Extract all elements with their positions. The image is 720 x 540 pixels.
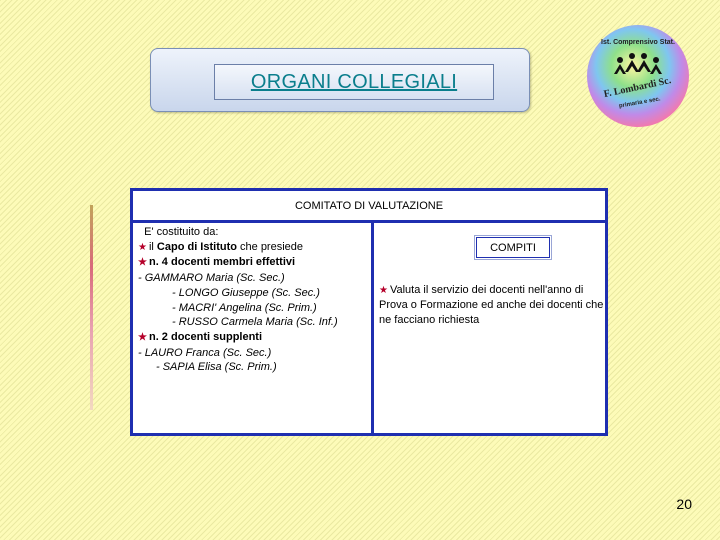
member-entry: - LONGO Giuseppe (Sc. Sec.) [172,286,320,299]
decorative-stripe [88,205,96,410]
logo-line3: primaria e sec. [618,96,662,110]
comitato-table [130,188,608,436]
member-entry: - MACRI' Angelina (Sc. Prim.) [172,301,317,314]
page-title: ORGANI COLLEGIALI [250,70,458,93]
table-header: COMITATO DI VALUTAZIONE [133,191,605,223]
member-entry: - RUSSO Carmela Maria (Sc. Inf.) [172,316,338,329]
list-item: ★ il Capo di Istituto che presiede [138,240,304,253]
intro-text: E' costituito da: [144,226,219,238]
logo-line2: F. Lombardi Sc. [602,75,673,101]
substitute-entry: - SAPIA Elisa (Sc. Prim.) [156,361,277,374]
member-entry: - GAMMARO Maria (Sc. Sec.) [138,272,285,285]
list-item: ★ n. 2 docenti supplenti [138,330,263,343]
column-divider [371,223,374,433]
star-icon: ★ [138,241,147,253]
compiti-text: Valuta il servizio dei docenti nell'anno di Prova o Formazione ed anche dei docenti che ne facciano richiesta [379,284,604,326]
title-box [214,64,494,100]
school-logo-icon [586,24,690,128]
substitute-entry: - LAURO Franca (Sc. Sec.) [138,346,272,359]
star-icon: ★ [138,257,147,269]
list-item: ★ n. 4 docenti membri effettivi [138,256,296,269]
logo-line1: Ist. Comprensivo Stat. [601,39,675,46]
compiti-heading: COMPITI [476,237,550,258]
star-icon: ★ [138,331,147,343]
compiti-column [379,283,607,328]
page-number: 20 [676,496,692,512]
star-icon: ★ [379,285,388,296]
composition-column [138,225,368,375]
